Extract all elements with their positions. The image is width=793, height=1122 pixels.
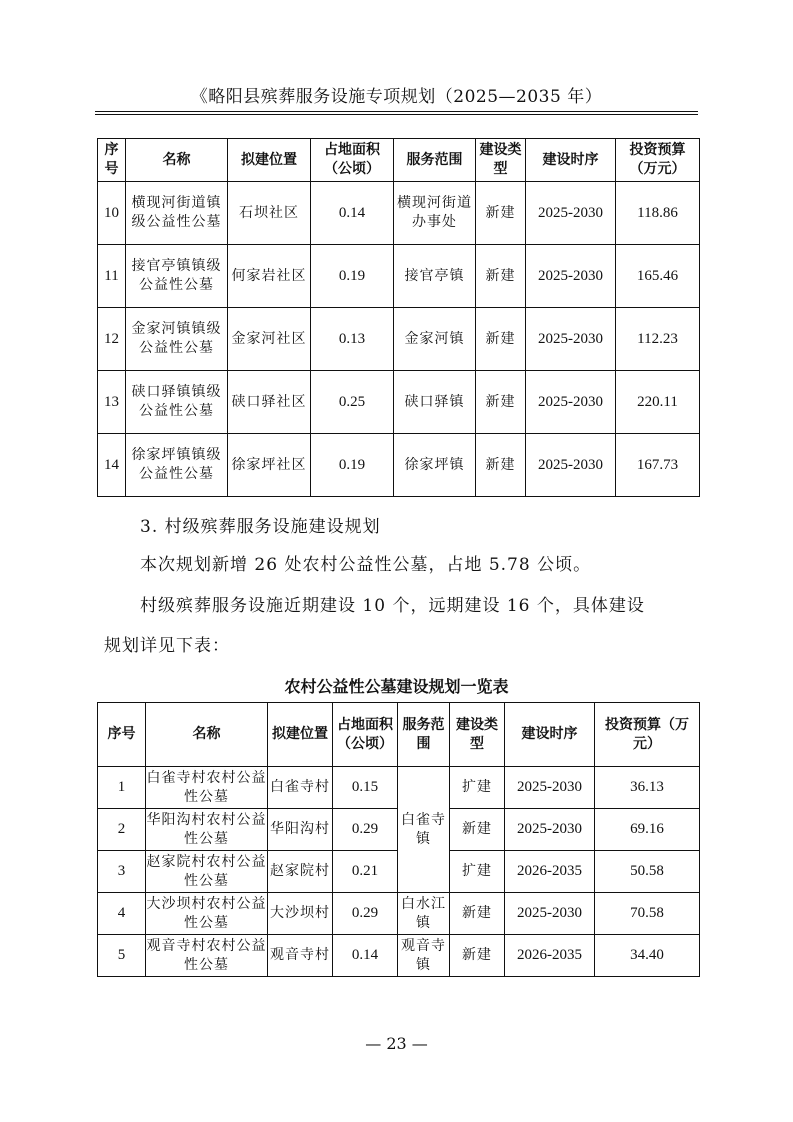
cell-name: 大沙坝村农村公益性公墓	[146, 893, 268, 935]
cell-location: 金家河社区	[228, 308, 311, 371]
village-cemetery-table	[97, 702, 700, 977]
cell-budget: 69.16	[595, 809, 700, 851]
header-cell-name: 名称	[126, 139, 228, 182]
cell-no: 1	[98, 767, 146, 809]
cell-scope-merged: 白雀寺镇	[398, 767, 450, 893]
cell-location: 白雀寺村	[268, 767, 333, 809]
cell-location: 何家岩社区	[228, 245, 311, 308]
header-cell-no: 序号	[98, 139, 126, 182]
cell-no: 2	[98, 809, 146, 851]
cell-budget: 167.73	[616, 434, 700, 497]
cell-period: 2026-2035	[505, 935, 595, 977]
cell-type: 新建	[450, 809, 505, 851]
cell-type: 扩建	[450, 851, 505, 893]
cell-period: 2025-2030	[526, 371, 616, 434]
cell-location: 大沙坝村	[268, 893, 333, 935]
cell-no: 4	[98, 893, 146, 935]
cell-budget: 112.23	[616, 308, 700, 371]
paragraph-schedule-line2: 规划详见下表：	[104, 636, 230, 656]
header-cell-scope: 服务范围	[398, 703, 450, 767]
table-row	[98, 182, 700, 245]
cell-type: 新建	[450, 893, 505, 935]
cell-type: 新建	[476, 434, 526, 497]
paragraph-new-cemeteries: 本次规划新增 26 处农村公益性公墓，占地 5.78 公顷。	[140, 555, 592, 575]
table-row	[98, 767, 700, 809]
table-row	[98, 935, 700, 977]
cell-name: 赵家院村农村公益性公墓	[146, 851, 268, 893]
cell-period: 2025-2030	[526, 434, 616, 497]
cell-no: 12	[98, 308, 126, 371]
cell-name: 徐家坪镇镇级公益性公墓	[126, 434, 228, 497]
paragraph-schedule-line1: 村级殡葬服务设施近期建设 10 个，远期建设 16 个，具体建设	[140, 596, 645, 616]
cell-area: 0.25	[311, 371, 394, 434]
header-cell-period: 建设时序	[505, 703, 595, 767]
cell-period: 2025-2030	[526, 245, 616, 308]
cell-name: 白雀寺村农村公益性公墓	[146, 767, 268, 809]
cell-area: 0.13	[311, 308, 394, 371]
cell-type: 新建	[476, 182, 526, 245]
cell-scope: 横现河街道办事处	[394, 182, 476, 245]
cell-location: 赵家院村	[268, 851, 333, 893]
cell-area: 0.14	[311, 182, 394, 245]
cell-budget: 220.11	[616, 371, 700, 434]
cell-budget: 118.86	[616, 182, 700, 245]
table-row	[98, 434, 700, 497]
cell-type: 新建	[476, 308, 526, 371]
cell-area: 0.19	[311, 245, 394, 308]
cell-area: 0.29	[333, 809, 398, 851]
cell-period: 2025-2030	[526, 308, 616, 371]
cell-name: 硖口驿镇镇级公益性公墓	[126, 371, 228, 434]
cell-name: 金家河镇镇级公益性公墓	[126, 308, 228, 371]
page-header-title: 《略阳县殡葬服务设施专项规划（2025—2035 年）	[190, 87, 603, 107]
cell-period: 2025-2030	[505, 893, 595, 935]
cell-area: 0.29	[333, 893, 398, 935]
cell-location: 观音寺村	[268, 935, 333, 977]
header-cell-scope: 服务范围	[394, 139, 476, 182]
header-cell-area: 占地面积（公顷）	[333, 703, 398, 767]
header-divider	[95, 111, 698, 112]
cell-scope: 徐家坪镇	[394, 434, 476, 497]
header-cell-type: 建设类型	[476, 139, 526, 182]
cell-location: 硖口驿社区	[228, 371, 311, 434]
cell-scope: 金家河镇	[394, 308, 476, 371]
cell-scope: 硖口驿镇	[394, 371, 476, 434]
cell-area: 0.15	[333, 767, 398, 809]
header-cell-location: 拟建位置	[268, 703, 333, 767]
table-header-row	[98, 703, 700, 767]
cell-period: 2025-2030	[526, 182, 616, 245]
header-cell-budget: 投资预算（万元）	[595, 703, 700, 767]
cell-name: 观音寺村农村公益性公墓	[146, 935, 268, 977]
cell-period: 2026-2035	[505, 851, 595, 893]
cell-location: 徐家坪社区	[228, 434, 311, 497]
header-cell-name: 名称	[146, 703, 268, 767]
table-row	[98, 371, 700, 434]
header-cell-location: 拟建位置	[228, 139, 311, 182]
cell-location: 石坝社区	[228, 182, 311, 245]
cell-budget: 36.13	[595, 767, 700, 809]
cell-no: 13	[98, 371, 126, 434]
cell-area: 0.14	[333, 935, 398, 977]
cell-type: 新建	[476, 245, 526, 308]
header-cell-type: 建设类型	[450, 703, 505, 767]
town-cemetery-table	[97, 138, 700, 497]
cell-type: 新建	[450, 935, 505, 977]
cell-area: 0.21	[333, 851, 398, 893]
cell-no: 11	[98, 245, 126, 308]
cell-scope: 接官亭镇	[394, 245, 476, 308]
cell-location: 华阳沟村	[268, 809, 333, 851]
header-cell-budget: 投资预算（万元）	[616, 139, 700, 182]
page-number: — 23 —	[365, 1034, 428, 1053]
table-caption: 农村公益性公墓建设规划一览表	[284, 677, 509, 696]
cell-no: 14	[98, 434, 126, 497]
table-header-row	[98, 139, 700, 182]
cell-name: 横现河街道镇级公益性公墓	[126, 182, 228, 245]
cell-name: 华阳沟村农村公益性公墓	[146, 809, 268, 851]
header-divider-secondary	[95, 114, 698, 115]
cell-no: 3	[98, 851, 146, 893]
cell-budget: 165.46	[616, 245, 700, 308]
table-row	[98, 308, 700, 371]
cell-type: 新建	[476, 371, 526, 434]
cell-no: 10	[98, 182, 126, 245]
table-row	[98, 893, 700, 935]
cell-budget: 34.40	[595, 935, 700, 977]
cell-name: 接官亭镇镇级公益性公墓	[126, 245, 228, 308]
cell-scope: 白水江镇	[398, 893, 450, 935]
cell-period: 2025-2030	[505, 767, 595, 809]
section-heading: 3. 村级殡葬服务设施建设规划	[140, 517, 381, 537]
cell-period: 2025-2030	[505, 809, 595, 851]
cell-area: 0.19	[311, 434, 394, 497]
header-cell-area: 占地面积（公顷）	[311, 139, 394, 182]
cell-no: 5	[98, 935, 146, 977]
header-cell-no: 序号	[98, 703, 146, 767]
cell-budget: 50.58	[595, 851, 700, 893]
cell-type: 扩建	[450, 767, 505, 809]
cell-budget: 70.58	[595, 893, 700, 935]
header-cell-period: 建设时序	[526, 139, 616, 182]
table-row	[98, 245, 700, 308]
cell-scope: 观音寺镇	[398, 935, 450, 977]
